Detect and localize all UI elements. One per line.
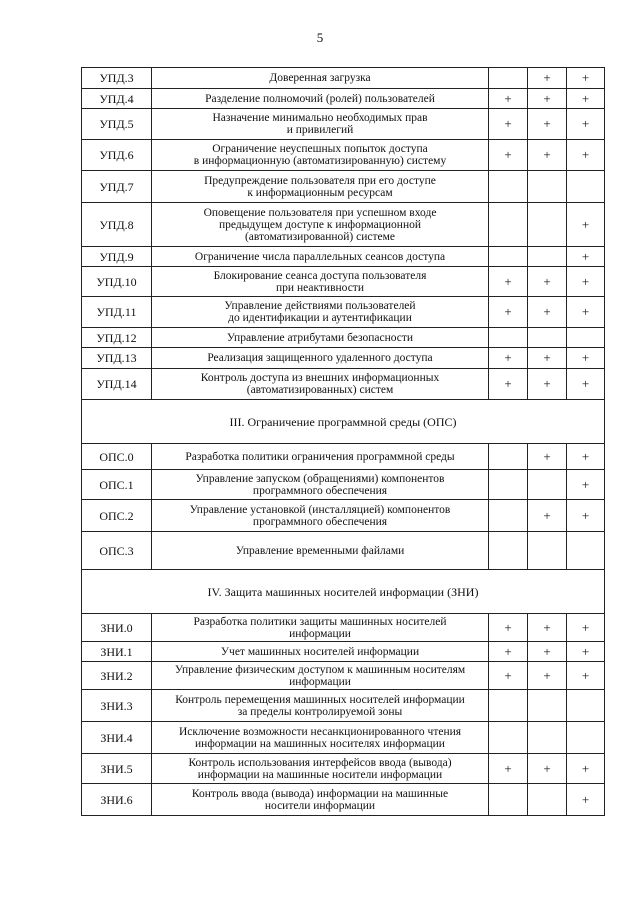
table-row (82, 348, 605, 369)
table-row (82, 690, 605, 722)
level-mark-1: + (489, 369, 528, 400)
measure-code: ЗНИ.0 (82, 614, 152, 642)
level-mark-3 (567, 690, 605, 722)
level-mark-2: + (528, 68, 567, 89)
measure-name-line: Разделение полномочий (ролей) пользователей (205, 92, 435, 105)
level-mark-1: + (489, 754, 528, 784)
level-mark-2 (528, 171, 567, 203)
level-mark-3: + (567, 500, 605, 532)
measure-name-line: Оповещение пользователя при успешном входе (203, 206, 437, 219)
measure-name (152, 348, 489, 369)
table-row (82, 89, 605, 109)
level-mark-2: + (528, 297, 567, 328)
measure-name-line: Реализация защищенного удаленного доступа (207, 352, 433, 364)
measure-name (152, 500, 489, 532)
measure-name-line: Управление запуском (обращениями) компонентов (195, 472, 445, 485)
level-mark-1: + (489, 109, 528, 140)
measure-name (152, 171, 489, 203)
measure-name-line: Управление физическим доступом к машинным носителям (174, 663, 466, 676)
level-mark-1: + (489, 267, 528, 297)
measure-name-line: к информационным ресурсам (247, 186, 393, 199)
level-mark-3: + (567, 614, 605, 642)
level-mark-3: + (567, 297, 605, 328)
measure-name-line: Исключение возможности несанкционированного чтения (178, 725, 462, 738)
measure-name-line: при неактивности (276, 281, 364, 294)
measure-name (152, 109, 489, 140)
level-mark-1 (489, 203, 528, 247)
level-mark-1: + (489, 348, 528, 369)
measure-name-line: за пределы контролируемой зоны (237, 705, 403, 718)
level-mark-2: + (528, 662, 567, 690)
level-mark-2: + (528, 369, 567, 400)
measure-name (152, 68, 489, 89)
level-mark-1 (489, 470, 528, 500)
measure-code: УПД.12 (82, 328, 152, 348)
measure-code: УПД.8 (82, 203, 152, 247)
section-title: III. Ограничение программной среды (ОПС) (82, 400, 605, 444)
measure-code: ОПС.3 (82, 532, 152, 570)
measure-name-line: Ограничение неуспешных попыток доступа (212, 143, 428, 155)
measure-name-line: Доверенная загрузка (269, 72, 371, 84)
level-mark-3: + (567, 247, 605, 267)
level-mark-2: + (528, 444, 567, 470)
measure-name-line: до идентификации и аутентификации (228, 312, 412, 324)
level-mark-2 (528, 722, 567, 754)
measure-name (152, 754, 489, 784)
measure-name-line: информации на машинных носителях информации (195, 737, 445, 750)
measure-code: УПД.11 (82, 297, 152, 328)
measure-name-line: Назначение минимально необходимых прав (212, 112, 428, 124)
level-mark-1: + (489, 614, 528, 642)
measure-name (152, 203, 489, 247)
level-mark-2 (528, 328, 567, 348)
measure-name-line: Предупреждение пользователя при его доступе (204, 174, 436, 187)
level-mark-3: + (567, 369, 605, 400)
measure-name-line: Ограничение числа параллельных сеансов доступа (194, 250, 446, 263)
measure-name-line: носители информации (264, 799, 376, 812)
measure-name-line: (автоматизированной) системе (244, 230, 396, 243)
table-row (82, 297, 605, 328)
requirements-table (81, 67, 605, 816)
measure-code: ЗНИ.6 (82, 784, 152, 816)
measure-code: ОПС.1 (82, 470, 152, 500)
section-header-row (82, 570, 605, 614)
level-mark-2: + (528, 348, 567, 369)
measure-code: ОПС.2 (82, 500, 152, 532)
level-mark-3: + (567, 203, 605, 247)
level-mark-2: + (528, 109, 567, 140)
table-row (82, 614, 605, 642)
measure-code: ЗНИ.4 (82, 722, 152, 754)
table-row (82, 140, 605, 171)
level-mark-1 (489, 68, 528, 89)
table-row (82, 662, 605, 690)
measure-code: ЗНИ.3 (82, 690, 152, 722)
level-mark-2: + (528, 267, 567, 297)
level-mark-1 (489, 444, 528, 470)
level-mark-3: + (567, 754, 605, 784)
level-mark-2: + (528, 140, 567, 171)
level-mark-1 (489, 690, 528, 722)
measure-name (152, 267, 489, 297)
measure-code: УПД.4 (82, 89, 152, 109)
measure-name-line: Контроль ввода (вывода) информации на машинные (191, 787, 449, 800)
level-mark-1 (489, 247, 528, 267)
level-mark-3: + (567, 109, 605, 140)
requirements-table-body (82, 68, 605, 816)
measure-code: ОПС.0 (82, 444, 152, 470)
level-mark-3 (567, 722, 605, 754)
level-mark-1 (489, 722, 528, 754)
measure-code: ЗНИ.1 (82, 642, 152, 662)
level-mark-3: + (567, 89, 605, 109)
measure-name-line: информации (289, 627, 351, 640)
measure-code: ЗНИ.2 (82, 662, 152, 690)
measure-name (152, 247, 489, 267)
measure-code: УПД.6 (82, 140, 152, 171)
level-mark-1 (489, 171, 528, 203)
measure-name-line: программного обеспечения (252, 515, 388, 528)
measure-name-line: Разработка политики защиты машинных носителей (193, 615, 447, 628)
measure-name-line: и привилегий (286, 124, 354, 136)
table-row (82, 171, 605, 203)
measure-name-line: Блокирование сеанса доступа пользователя (213, 269, 427, 282)
measure-name-line: Контроль использования интерфейсов ввода (вывода) (188, 756, 452, 769)
measure-name-line: Управление действиями пользователей (224, 300, 416, 312)
measure-name-line: предыдущем доступе к информационной (218, 218, 422, 231)
section-title: IV. Защита машинных носителей информации (ЗНИ) (82, 570, 605, 614)
measure-name-line: Управление атрибутами безопасности (226, 331, 414, 344)
level-mark-1: + (489, 662, 528, 690)
measure-name-line: Управление установкой (инсталляцией) компонентов (189, 503, 451, 516)
level-mark-2: + (528, 642, 567, 662)
measure-name-line: Контроль доступа из внешних информационных (200, 372, 440, 384)
measure-code: УПД.14 (82, 369, 152, 400)
measure-name-line: информации на машинные носители информации (197, 768, 443, 781)
measure-code: УПД.7 (82, 171, 152, 203)
measure-code: ЗНИ.5 (82, 754, 152, 784)
table-row (82, 369, 605, 400)
level-mark-3: + (567, 348, 605, 369)
table-row (82, 532, 605, 570)
measure-name (152, 444, 489, 470)
page-number: 5 (316, 30, 324, 45)
level-mark-2: + (528, 614, 567, 642)
level-mark-2: + (528, 500, 567, 532)
level-mark-3: + (567, 140, 605, 171)
level-mark-1 (489, 500, 528, 532)
measure-code: УПД.3 (82, 68, 152, 89)
measure-name (152, 140, 489, 171)
measure-name (152, 532, 489, 570)
level-mark-1: + (489, 297, 528, 328)
measure-name (152, 297, 489, 328)
measure-name-line: в информационную (автоматизированную) систему (193, 155, 447, 167)
measure-name (152, 328, 489, 348)
measure-code: УПД.9 (82, 247, 152, 267)
table-row (82, 444, 605, 470)
measure-name (152, 470, 489, 500)
level-mark-3 (567, 532, 605, 570)
table-row (82, 203, 605, 247)
table-row (82, 470, 605, 500)
level-mark-2: + (528, 754, 567, 784)
table-row (82, 267, 605, 297)
level-mark-3: + (567, 784, 605, 816)
level-mark-3: + (567, 470, 605, 500)
measure-name (152, 690, 489, 722)
measure-code: УПД.10 (82, 267, 152, 297)
level-mark-2 (528, 247, 567, 267)
measure-name (152, 369, 489, 400)
level-mark-2 (528, 784, 567, 816)
level-mark-2: + (528, 89, 567, 109)
level-mark-1 (489, 532, 528, 570)
level-mark-1: + (489, 642, 528, 662)
level-mark-3: + (567, 444, 605, 470)
measure-name (152, 662, 489, 690)
measure-name (152, 89, 489, 109)
measure-name-line: Учет машинных носителей информации (220, 645, 420, 658)
level-mark-2 (528, 203, 567, 247)
level-mark-3: + (567, 68, 605, 89)
table-row (82, 247, 605, 267)
level-mark-1: + (489, 89, 528, 109)
table-row (82, 68, 605, 89)
measure-code: УПД.13 (82, 348, 152, 369)
table-row (82, 754, 605, 784)
level-mark-1 (489, 784, 528, 816)
level-mark-3 (567, 171, 605, 203)
measure-name (152, 614, 489, 642)
measure-name (152, 642, 489, 662)
measure-name-line: программного обеспечения (252, 484, 388, 497)
level-mark-1 (489, 328, 528, 348)
level-mark-3: + (567, 267, 605, 297)
measure-name-line: Контроль перемещения машинных носителей информации (175, 693, 465, 706)
measure-code: УПД.5 (82, 109, 152, 140)
measure-name (152, 784, 489, 816)
measure-name-line: (автоматизированных) систем (246, 384, 394, 396)
table-row (82, 784, 605, 816)
level-mark-2 (528, 532, 567, 570)
table-row (82, 722, 605, 754)
section-header-row (82, 400, 605, 444)
level-mark-2 (528, 690, 567, 722)
level-mark-3 (567, 328, 605, 348)
level-mark-2 (528, 470, 567, 500)
level-mark-1: + (489, 140, 528, 171)
measure-name-line: информации (289, 675, 351, 688)
table-row (82, 500, 605, 532)
level-mark-3: + (567, 662, 605, 690)
measure-name-line: Разработка политики ограничения программной среды (185, 450, 455, 463)
measure-name-line: Управление временными файлами (235, 544, 405, 557)
level-mark-3: + (567, 642, 605, 662)
table-row (82, 328, 605, 348)
table-row (82, 642, 605, 662)
table-row (82, 109, 605, 140)
measure-name (152, 722, 489, 754)
